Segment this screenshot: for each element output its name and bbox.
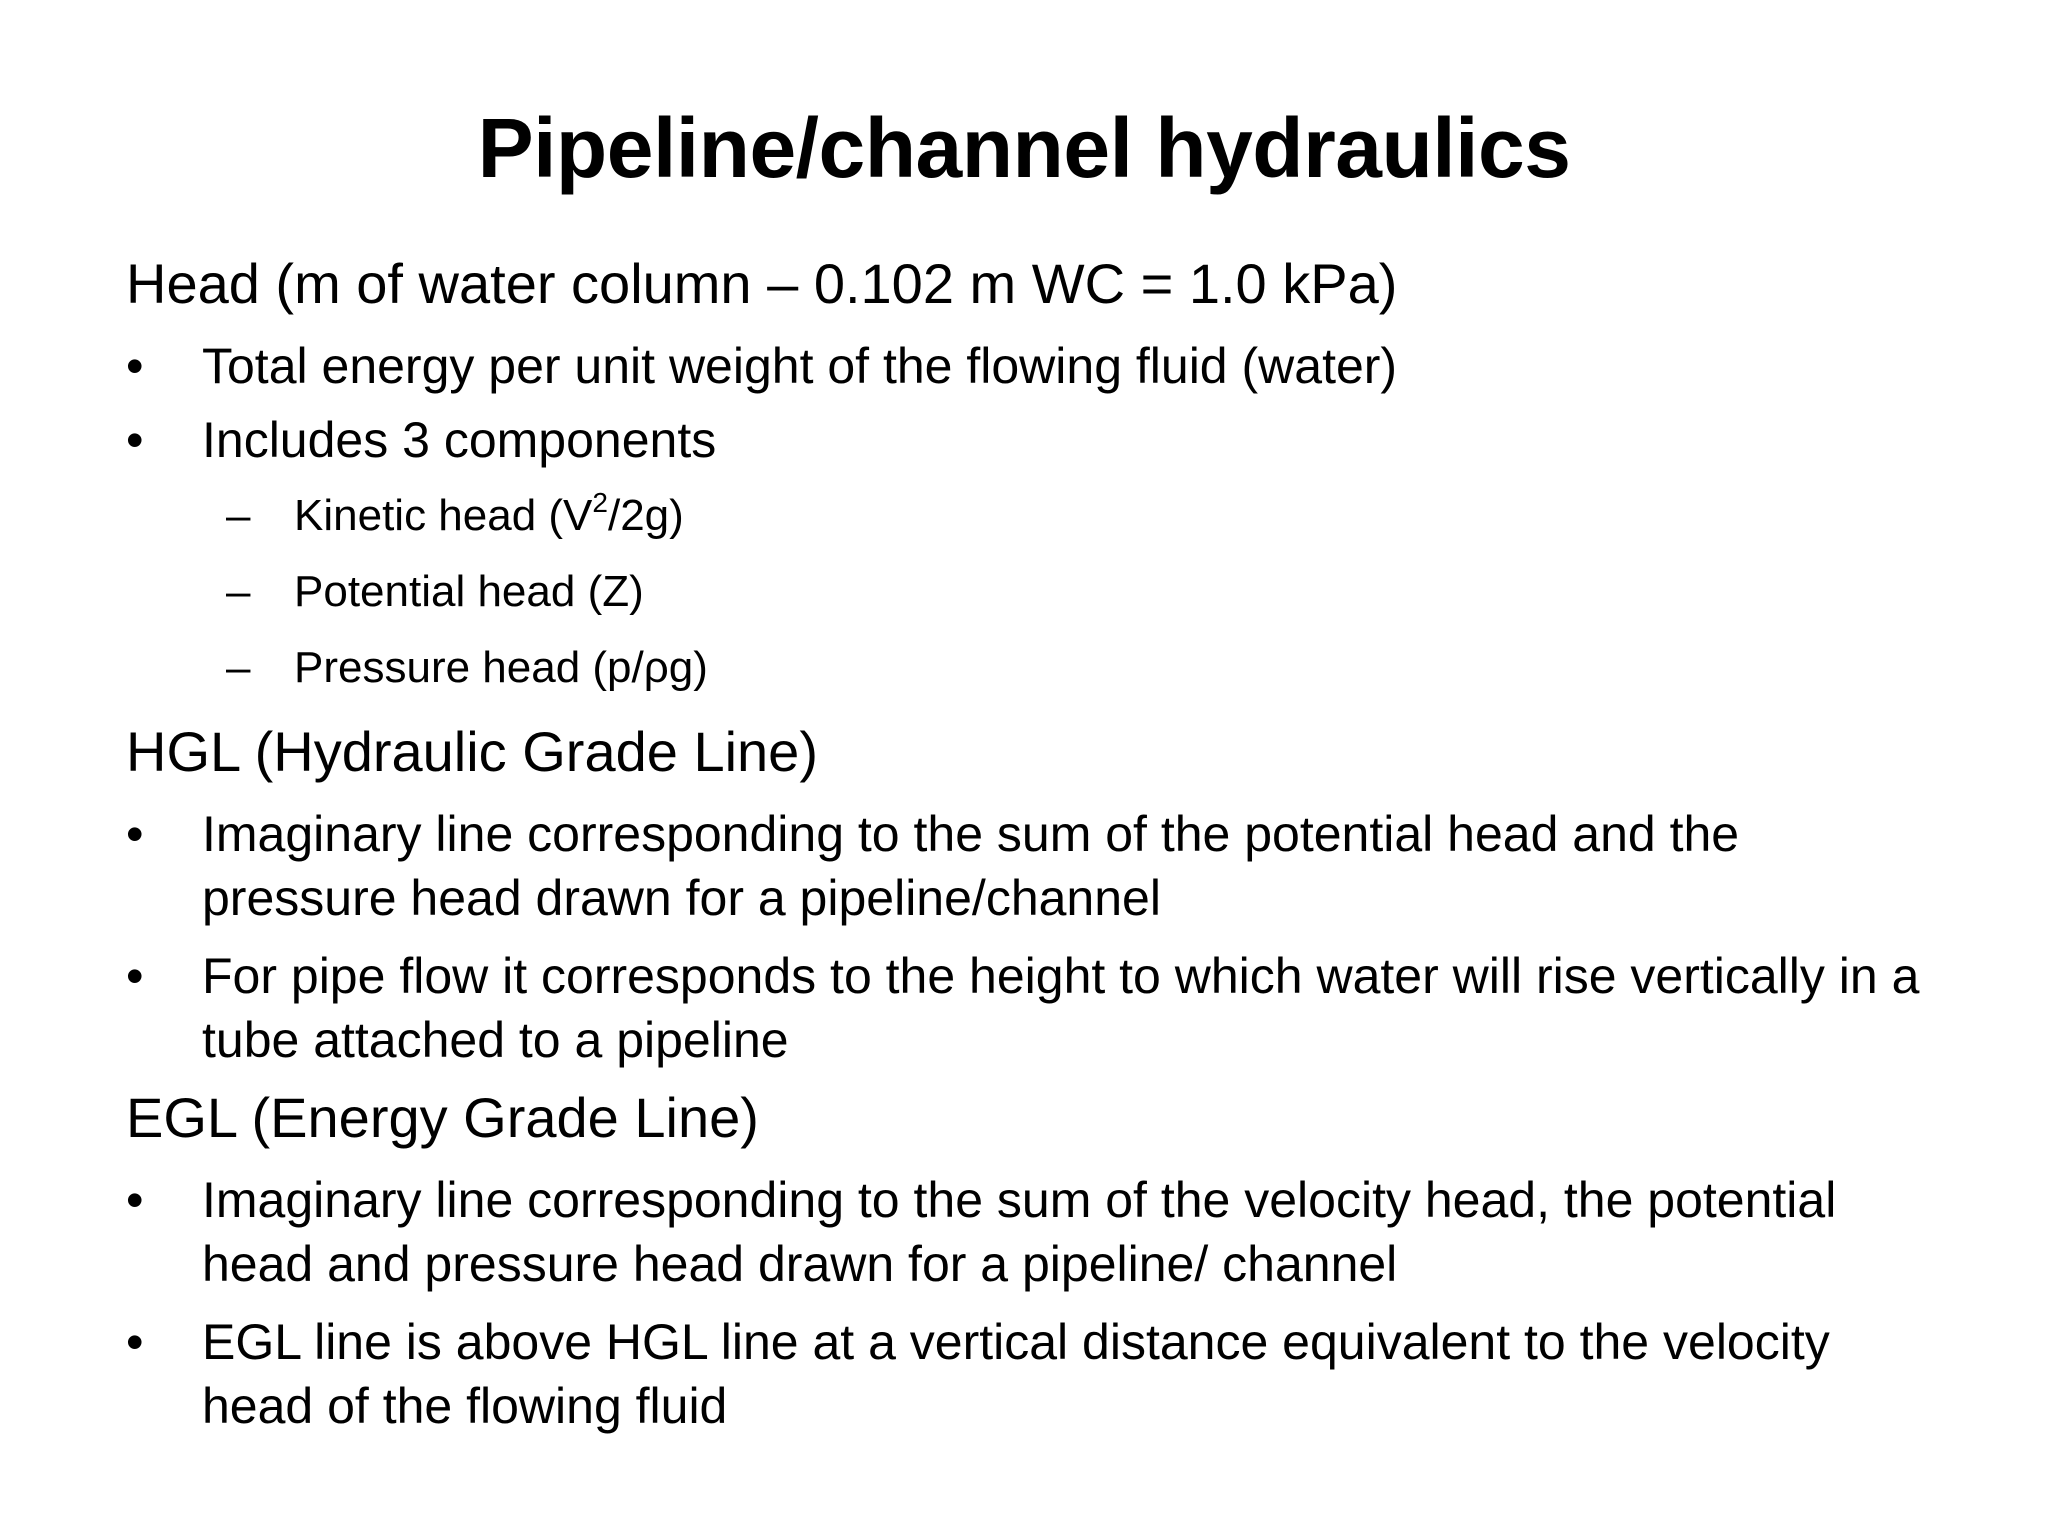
bullet-item	[126, 334, 1926, 398]
bullet-icon: •	[126, 338, 144, 394]
section-heading-hgl: HGL (Hydraulic Grade Line)	[126, 720, 818, 783]
dash-icon: –	[226, 491, 251, 540]
section-heading-head: Head (m of water column – 0.102 m WC = 1.0 kPa)	[126, 252, 1398, 315]
bullet-text: Imaginary line corresponding to the sum of the potential head and the pressure head drawn for a pipeline/channel	[202, 806, 1740, 926]
bullet-icon: •	[126, 948, 144, 1004]
sub-bullet-item	[126, 478, 1926, 554]
slide-title: Pipeline/channel hydraulics	[477, 101, 1571, 195]
sub-bullet-text-potential: Potential head (Z)	[294, 567, 644, 616]
dash-icon: –	[226, 643, 251, 692]
dash-icon: –	[226, 567, 251, 616]
superscript: 2	[592, 487, 608, 518]
sub-bullet-text-pressure: Pressure head (p/ρg)	[294, 643, 708, 692]
bullet-text: EGL line is above HGL line at a vertical distance equivalent to the velocity head of the flowing fluid	[202, 1314, 1830, 1434]
sub-bullet-item	[126, 554, 1926, 630]
bullet-text: For pipe flow it corresponds to the height to which water will rise vertically in a tube attached to a pipeline	[202, 948, 1920, 1068]
bullet-text: Includes 3 components	[202, 412, 717, 468]
bullet-item	[126, 802, 1926, 930]
slide-content	[126, 244, 1926, 1438]
bullet-icon: •	[126, 1172, 144, 1228]
sub-bullet-item	[126, 630, 1926, 706]
sub-bullet-text-kinetic: Kinetic head $(V^2/2g)$	[294, 487, 684, 540]
bullet-icon: •	[126, 1314, 144, 1370]
bullet-text: Total energy per unit weight of the flowing fluid (water)	[202, 338, 1398, 394]
bullet-item	[126, 408, 1926, 472]
bullet-text: Imaginary line corresponding to the sum of the velocity head, the potential head and pressure head drawn for a pipeline/ channel	[202, 1172, 1837, 1292]
section-heading-egl: EGL (Energy Grade Line)	[126, 1086, 759, 1149]
bullet-icon: •	[126, 412, 144, 468]
bullet-icon: •	[126, 806, 144, 862]
bullet-item	[126, 1168, 1926, 1296]
bullet-item	[126, 1310, 1926, 1438]
bullet-item	[126, 944, 1926, 1072]
